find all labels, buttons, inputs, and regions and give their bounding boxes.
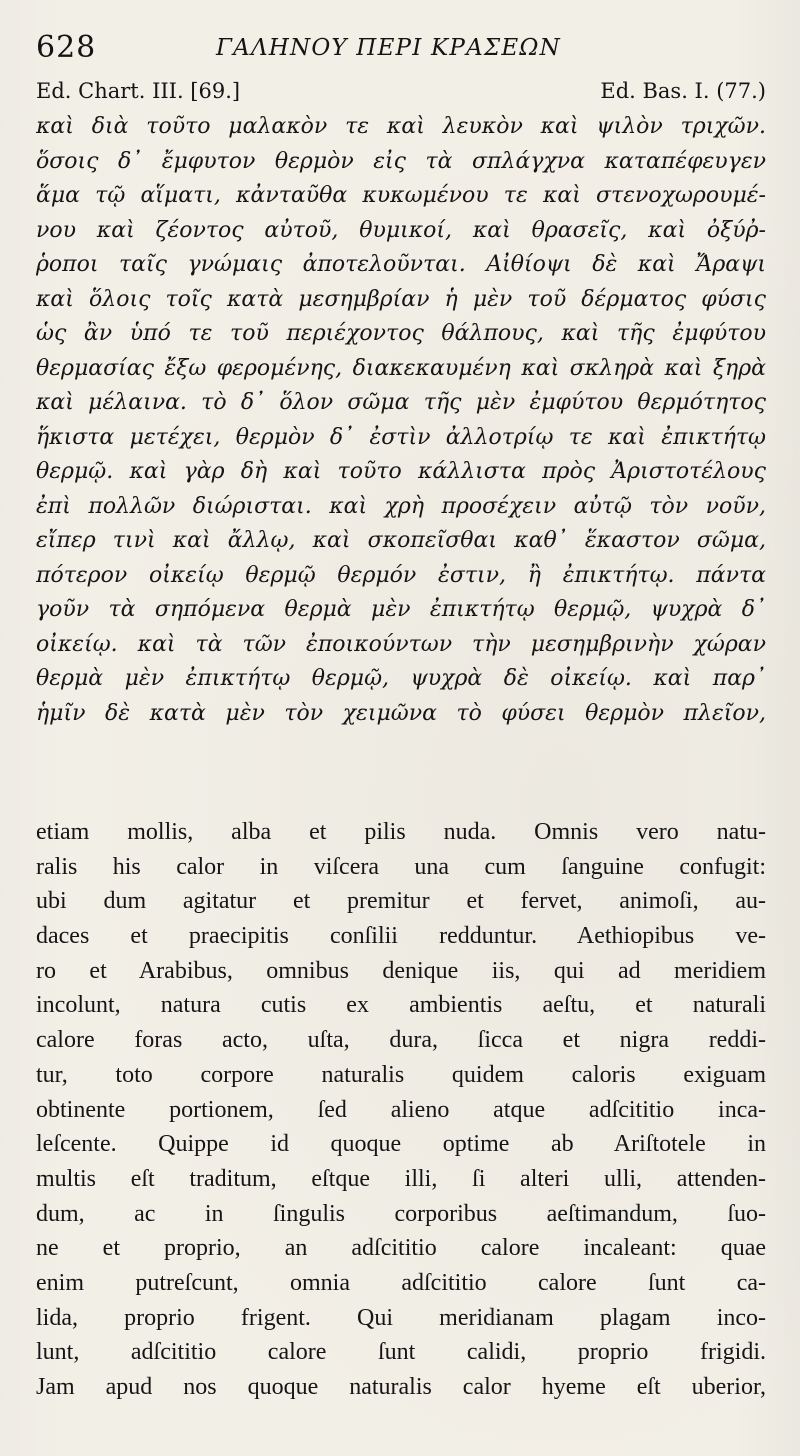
latin-line: leſcente. Quippe id quoque optime ab Ariſtotele in [36,1131,766,1158]
latin-line: ne et proprio, an adſcititio calore incaleant: quae [36,1235,766,1262]
latin-line: multis eſt traditum, eſtque illi, ſi alteri ulli, attenden- [36,1165,766,1192]
greek-line: πότερον οἰκείῳ θερμῷ θερμόν ἐστιν, ἢ ἐπικτήτῳ. πάντα [36,562,766,588]
greek-line: ὅσοις δ᾽ ἔμφυτον θερμὸν εἰς τὰ σπλάγχνα καταπέφευγεν [36,148,766,174]
latin-line: Jam apud nos quoque naturalis calor hyeme eſt uberior, [36,1374,766,1400]
greek-line: ἐπὶ πολλῶν διώρισται. καὶ χρὴ προσέχειν αὐτῷ τὸν νοῦν, [36,493,766,519]
greek-line: ἅμα τῷ αἵματι, κἀνταῦθα κυκωμένου τε καὶ στενοχωρουμέ- [36,183,766,208]
running-title: ΓΑΛΗΝΟΥ ΠΕΡΙ ΚΡΑΣΕΩΝ [216,35,561,61]
latin-text-block [36,815,766,1405]
edition-reference-basel: Ed. Bas. I. (77.) [600,79,766,103]
greek-line: θερμῷ. καὶ γὰρ δὴ καὶ τοῦτο κάλλιστα πρὸς Ἀριστοτέλους [36,459,766,484]
latin-line: tur, toto corpore naturalis quidem caloris exiguam [36,1061,766,1088]
greek-line: θερμὰ μὲν ἐπικτήτῳ θερμῷ, ψυχρὰ δὲ οἰκείῳ. καὶ παρ᾽ [36,666,766,691]
latin-line: lunt, adſcititio calore ſunt calidi, proprio frigidi. [36,1339,766,1366]
latin-line: daces et praecipitis conſilii redduntur. Aethiopibus ve- [36,923,766,950]
greek-line: οἰκείῳ. καὶ τὰ τῶν ἐποικούντων τὴν μεσημβρινὴν χώραν [36,631,766,657]
latin-line: ralis his calor in viſcera una cum ſanguine confugit: [36,853,766,880]
greek-line: καὶ ὅλοις τοῖς κατὰ μεσημβρίαν ἡ μὲν τοῦ δέρματος φύσις [36,286,766,312]
greek-line: θερμασίας ἔξω φερομένης, διακεκαυμένη καὶ σκληρὰ καὶ ξηρὰ [36,355,766,381]
greek-line: ῥοποι ταῖς γνώμαις ἀποτελοῦνται. Αἰθίοψι δὲ καὶ Ἄραψι [36,252,766,277]
greek-line: γοῦν τὰ σηπόμενα θερμὰ μὲν ἐπικτήτῳ θερμῷ, ψυχρὰ δ᾽ [36,597,766,622]
greek-line: ἡμῖν δὲ κατὰ μὲν τὸν χειμῶνα τὸ φύσει θερμὸν πλεῖον, [36,700,766,726]
latin-line: enim putreſcunt, omnia adſcititio calore ſunt ca- [36,1269,766,1296]
page-header [28,30,768,66]
greek-line: ὡς ἂν ὑπό τε τοῦ περιέχοντος θάλπους, καὶ τῆς ἐμφύτου [36,321,766,346]
latin-line: etiam mollis, alba et pilis nuda. Omnis vero natu- [36,819,766,845]
greek-line: νου καὶ ζέοντος αὐτοῦ, θυμικοί, καὶ θρασεῖς, καὶ ὀξύῤ- [36,217,766,243]
latin-line: incolunt, natura cutis ex ambientis aeſtu, et naturali [36,992,766,1019]
page-number: 628 [36,30,97,65]
latin-line: obtinente portionem, ſed alieno atque adſcititio inca- [36,1096,766,1123]
latin-line: ubi dum agitatur et premitur et fervet, animoſi, au- [36,888,766,915]
edition-reference-chart: Ed. Chart. III. [69.] [36,79,241,103]
greek-text-block [36,110,766,731]
edition-references [36,74,766,108]
greek-line: ἥκιστα μετέχει, θερμὸν δ᾽ ἐστὶν ἀλλοτρίῳ τε καὶ ἐπικτήτῳ [36,424,766,450]
latin-line: lida, proprio frigent. Qui meridianam plagam inco- [36,1304,766,1331]
greek-line: καὶ μέλαινα. τὸ δ᾽ ὅλον σῶμα τῆς μὲν ἐμφύτου θερμότητος [36,390,766,415]
greek-line: καὶ διὰ τοῦτο μαλακὸν τε καὶ λευκὸν καὶ ψιλὸν τριχῶν. [36,114,766,139]
latin-line: dum, ac in ſingulis corporibus aeſtimandum, ſuo- [36,1200,766,1227]
latin-line: calore foras acto, uſta, dura, ſicca et nigra reddi- [36,1027,766,1054]
latin-line: ro et Arabibus, omnibus denique iis, qui ad meridiem [36,957,766,984]
greek-line: εἴπερ τινὶ καὶ ἄλλῳ, καὶ σκοπεῖσθαι καθ᾽ ἕκαστον σῶμα, [36,528,766,553]
